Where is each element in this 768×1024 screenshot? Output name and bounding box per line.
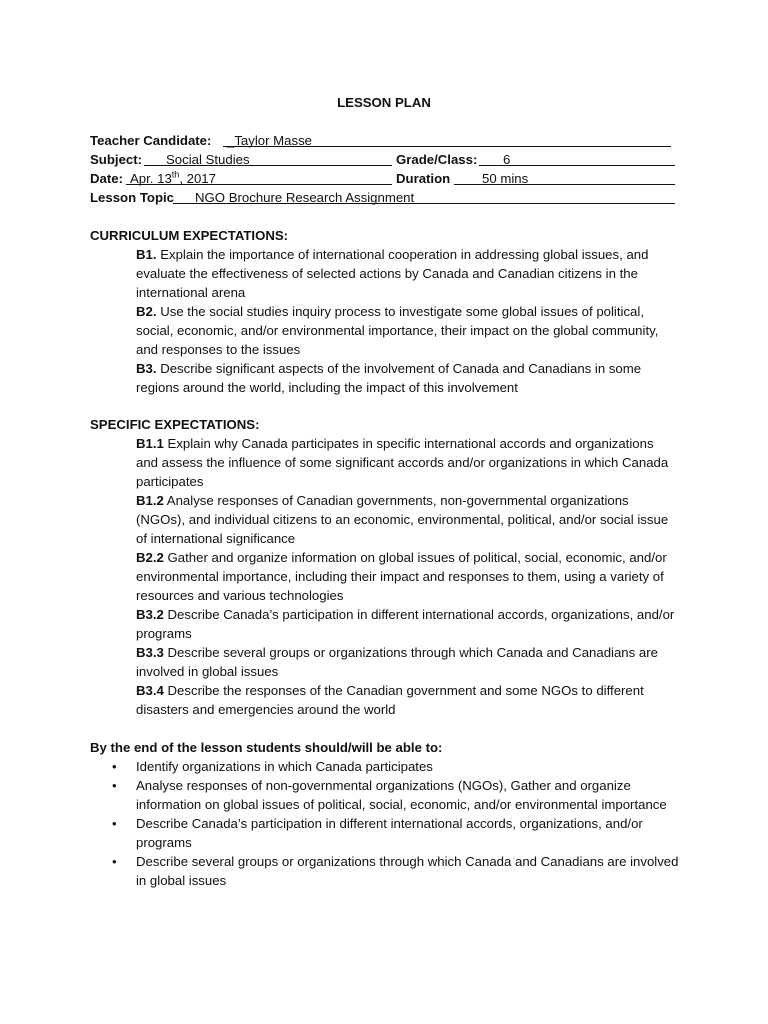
- topic-value: NGO Brochure Research Assignment: [173, 188, 675, 204]
- subject-label: Subject:: [90, 152, 143, 167]
- expectation-text: Use the social studies inquiry process to investigate some global issues of political, social, economic, and/or environmental importance, their impact on the global community, and responses to the issues: [136, 304, 659, 357]
- expectation-code: B1.2: [136, 493, 164, 508]
- outcome-text: Identify organizations in which Canada participates: [136, 759, 433, 774]
- bullet-icon: •: [112, 778, 117, 793]
- teacher-value: _Taylor Masse: [223, 131, 671, 147]
- date-value-year: , 2017: [179, 171, 216, 186]
- outcome-text: Describe several groups or organizations through which Canada and Canadians are involved in global issues: [136, 854, 679, 888]
- grade-value: 6: [479, 150, 675, 166]
- expectation-text: Explain why Canada participates in specific international accords and organizations and assess the influence of some significant accords and/or organizations in which Canada participates: [136, 436, 669, 489]
- teacher-row: [90, 131, 675, 150]
- expectation-text: Describe several groups or organizations through which Canada and Canadians are involved in global issues: [136, 645, 658, 679]
- subject-value: Social Studies: [144, 150, 392, 166]
- subject-row: [90, 150, 675, 169]
- curriculum-item: [136, 245, 676, 302]
- specific-item: [136, 434, 676, 491]
- outcomes-list: [90, 757, 680, 890]
- duration-label: Duration: [396, 171, 451, 186]
- expectation-code: B3.2: [136, 607, 164, 622]
- outcomes-heading: By the end of the lesson students should/will be able to:: [90, 740, 443, 755]
- expectation-text: Explain the importance of international cooperation in addressing global issues, and evaluate the effectiveness of selected actions by Canada and Canadian citizens in the international arena: [136, 247, 649, 300]
- duration-value: 50 mins: [454, 169, 675, 185]
- outcome-item: [90, 852, 680, 890]
- expectation-text: Gather and organize information on global issues of political, social, economic, and/or environmental importance, including their impact and responses to them, using a variety of resources and various technologies: [136, 550, 667, 603]
- expectation-code: B2.2: [136, 550, 164, 565]
- expectation-text: Describe the responses of the Canadian government and some NGOs to different disasters and emergencies around the world: [136, 683, 644, 717]
- expectation-text: Describe Canada’s participation in different international accords, organizations, and/or programs: [136, 607, 675, 641]
- outcome-item: [90, 757, 680, 776]
- outcome-item: [90, 776, 680, 814]
- grade-label: Grade/Class:: [396, 152, 478, 167]
- curriculum-item: [136, 302, 676, 359]
- topic-label: Lesson Topic: [90, 190, 175, 205]
- outcome-text: Analyse responses of non-governmental organizations (NGOs), Gather and organize information on global issues of political, social, economic, and/or environmental importance: [136, 778, 667, 812]
- topic-row: [90, 188, 675, 207]
- specific-list: [136, 434, 676, 719]
- expectation-code: B2.: [136, 304, 157, 319]
- expectation-text: Analyse responses of Canadian governments, non-governmental organizations (NGOs), and individual citizens to an economic, environmental, political, and/or social issue of international significance: [136, 493, 669, 546]
- date-value-sup: th: [171, 169, 180, 180]
- page-title: LESSON PLAN: [337, 95, 431, 110]
- bullet-icon: •: [112, 816, 117, 831]
- outcome-text: Describe Canada’s participation in different international accords, organizations, and/or programs: [136, 816, 643, 850]
- outcome-item: [90, 814, 680, 852]
- expectation-code: B1.: [136, 247, 157, 262]
- curriculum-list: [136, 245, 676, 397]
- specific-heading: SPECIFIC EXPECTATIONS:: [90, 417, 260, 432]
- date-value-main: Apr. 13: [130, 171, 172, 186]
- specific-item: [136, 491, 676, 548]
- expectation-text: Describe significant aspects of the involvement of Canada and Canadians in some regions around the world, including the impact of this involvement: [136, 361, 642, 395]
- expectation-code: B3.4: [136, 683, 164, 698]
- date-value: [126, 169, 392, 185]
- bullet-icon: •: [112, 759, 117, 774]
- specific-item: [136, 681, 676, 719]
- specific-item: [136, 643, 676, 681]
- date-label: Date:: [90, 171, 123, 186]
- specific-item: [136, 548, 676, 605]
- expectation-code: B1.1: [136, 436, 164, 451]
- specific-item: [136, 605, 676, 643]
- expectation-code: B3.3: [136, 645, 164, 660]
- curriculum-heading: CURRICULUM EXPECTATIONS:: [90, 228, 289, 243]
- date-row: [90, 169, 675, 188]
- expectation-code: B3.: [136, 361, 157, 376]
- bullet-icon: •: [112, 854, 117, 869]
- teacher-label: Teacher Candidate:: [90, 133, 212, 148]
- curriculum-item: [136, 359, 676, 397]
